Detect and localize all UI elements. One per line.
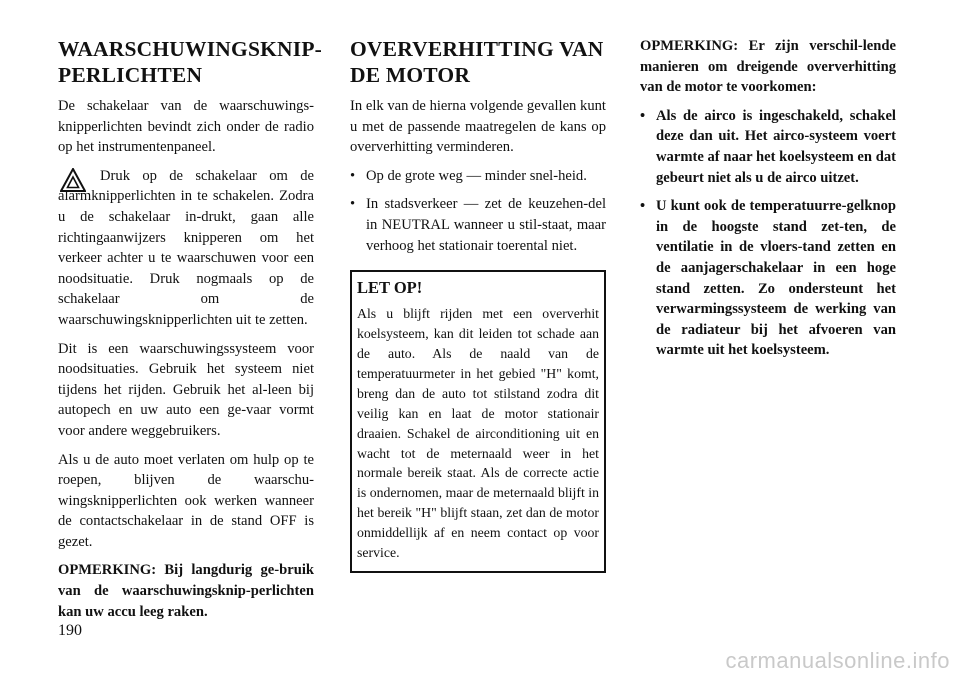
leave-vehicle-paragraph: Als u de auto moet verlaten om hulp op te roepen, blijven de waarschu-wingsknipperlichten ook werken wanneer de contactschakelaar in de stand OFF is gezet. [58, 451, 314, 550]
caution-box [350, 270, 606, 573]
section-heading-hazard-lights: WAARSCHUWINGSKNIP-PERLICHTEN [58, 37, 323, 87]
page-number: 190 [58, 622, 82, 639]
left-column [58, 36, 323, 630]
list-item: • Als de airco is ingeschakeld, schakel deze dan uit. Het airco-systeem voert warmte af naar het koelsysteem en dat gebeurt niet als u de airco uitzet. [640, 107, 896, 186]
right-column [640, 36, 896, 371]
prevention-note: OPMERKING: Er zijn verschil-lende manieren om dreigende oververhitting van de motor te voorkomen: [640, 38, 896, 96]
watermark: carmanualsonline.info [725, 648, 950, 673]
emergency-system-paragraph: Dit is een waarschuwingssysteem voor noodsituaties. Gebruik het systeem niet tijdens het rijden. Gebruik het al-leen bij autopech en uw auto een ge-vaar vormt voor andere weggebruikers. [58, 340, 314, 439]
caution-text: Als u blijft rijden met een oververhit koelsysteem, kan dit leiden tot schade aan de auto. Als de naald van de temperatuurmeter in het gebied "H" komt, breng dan de auto tot stilstand zodra dit veilig kan en laat de motor stationair draaien. Schakel de airconditioning uit en wacht tot de meternaald weer in het normale bereik staat. Als de correcte actie is ondernomen, maar de meternaald blijft in het bereik "H" blijft staan, zet dan de motor onmiddellijk af en neem contact op voor service. [357, 306, 599, 561]
list-item: • Op de grote weg — minder snel-heid. [350, 167, 587, 184]
overheating-bullet-list [350, 166, 606, 256]
section-heading-overheating: OVERVERHITTING VAN DE MOTOR [350, 37, 604, 87]
hazard-instruction-block [58, 166, 314, 331]
caution-title: LET OP! [357, 278, 423, 298]
hazard-warning-triangle-icon [60, 168, 86, 192]
battery-note: OPMERKING: Bij langdurig ge-bruik van de waarschuwingsknip-perlichten kan uw accu leeg raken. [58, 562, 314, 620]
overheating-intro-paragraph: In elk van de hierna volgende gevallen kunt u met de passende maatregelen de kans op oververhitting verminderen. [350, 98, 606, 156]
middle-column [350, 36, 606, 573]
prevention-bullet-list [640, 106, 896, 361]
hazard-switch-location-paragraph: De schakelaar van de waarschuwings-knipperlichten bevindt zich onder de radio op het instrumentenpaneel. [58, 98, 314, 156]
list-item: • U kunt ook de temperatuurre-gelknop in de hoogste stand zet-ten, de ventilatie in de vloers-tand zetten en de aanjagerschakelaar in een hoge stand zetten. Zo ondersteunt het verwarmingssysteem de werking van de radiateur bij het afvoeren van warmte uit het koelsysteem. [640, 198, 896, 359]
list-item: • In stadsverkeer — zet de keuzehen-del in NEUTRAL wanneer u stil-staat, maar verhoog het stationair toerental niet. [350, 196, 606, 254]
hazard-instruction-paragraph: Druk op de schakelaar om de alarmknipperlichten in te schakelen. Zodra u de schakelaar in-drukt, gaan alle richtingaanwijzers knipperen om het verkeer achter u te waarschuwen voor een noodsituatie. Druk nogmaals op de schakelaar om de waarschuwingsknipperlichten uit te zetten. [58, 167, 314, 328]
